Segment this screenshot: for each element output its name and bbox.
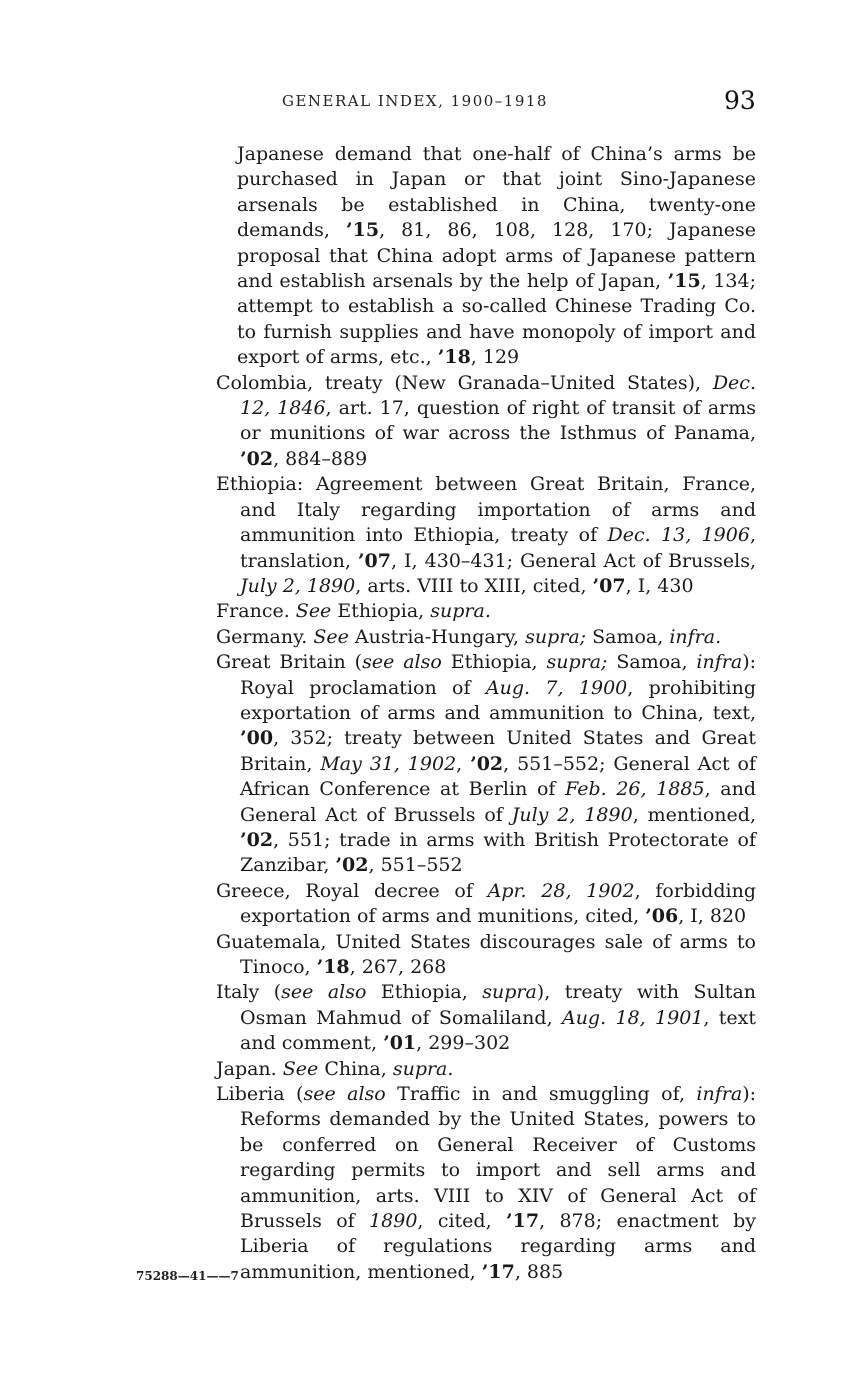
- entry-text: Great Britain (: [216, 651, 363, 674]
- entry-text: France.: [216, 600, 296, 623]
- entry-text: , 551; trade in arms with British Protectorate of Zanzibar,: [240, 828, 756, 877]
- entry-text: Ethiopia,: [331, 600, 431, 623]
- entry-text: Japanese demand that one-half of China’s arms be purchased in Japan or that joint Sino-Japanese arsenals be established in China, twenty-one demands,: [237, 143, 756, 242]
- entry-text: ), treaty with Sultan Osman Mahmud of Somaliland,: [240, 981, 757, 1029]
- entry-text: Samoa,: [586, 625, 670, 648]
- entry-text: , translation,: [240, 524, 756, 572]
- volume-year: ’18: [437, 346, 471, 369]
- entry-text: , 81, 86, 108, 128, 170; Japanese proposal that China adopt arms of Japanese pattern and establish arsenals by the help of Japan,: [237, 219, 756, 293]
- italic-text: infra: [696, 1083, 743, 1106]
- entry-text: , forbidding exportation of arms and munitions, cited,: [240, 879, 756, 928]
- volume-year: ’06: [645, 905, 679, 928]
- volume-year: ’02: [470, 752, 504, 775]
- volume-year: ’15: [667, 270, 701, 293]
- italic-text: see also: [362, 651, 442, 674]
- italic-text: infra: [696, 651, 743, 674]
- entry-text: China,: [318, 1057, 393, 1080]
- italic-text: infra.: [669, 625, 722, 648]
- entry-text: , 134; attempt to establish a so-called Chinese Trading Co. to furnish supplies and have monopoly of import and export of arms, etc.,: [237, 270, 757, 369]
- volume-year: ’07: [592, 574, 626, 597]
- index-entry: [216, 472, 756, 599]
- entry-text: Japan.: [216, 1057, 283, 1080]
- entry-text: , I, 430: [625, 574, 694, 597]
- entry-text: , 884–889: [273, 447, 368, 470]
- volume-year: ’02: [335, 854, 369, 877]
- italic-text: supra: [482, 981, 537, 1004]
- running-head: GENERAL INDEX, 1900–1918: [282, 92, 548, 110]
- entry-text: Italy (: [216, 981, 282, 1004]
- index-entry: [216, 625, 756, 650]
- volume-year: ’02: [240, 447, 274, 470]
- entry-text: Greece, Royal decree of: [216, 879, 488, 902]
- entry-text: , 129: [470, 346, 520, 369]
- italic-text: Dec. 12, 1846: [240, 371, 756, 420]
- entry-text: Samoa,: [607, 651, 697, 674]
- entry-text: , 551–552: [368, 854, 463, 877]
- entry-text: Germany.: [216, 625, 314, 648]
- volume-year: ’17: [481, 1260, 515, 1283]
- entry-text: Guatemala, United States discourages sale of arms to Tinoco,: [216, 930, 756, 978]
- entry-text: , art. 17, question of right of transit of arms or munitions of war across the Isthmus of Panama,: [240, 397, 756, 445]
- entry-text: , text and comment,: [240, 1006, 756, 1055]
- entry-text: , arts. VIII to XIII, cited,: [355, 574, 593, 597]
- entry-text: ): Reforms demanded by the United States, powers to be conferred on General Receiver of Customs regarding permits to import and sell arms and ammunition, arts. VIII to XIV of General Act of Brussels of: [240, 1083, 757, 1233]
- entry-text: Traffic in and smuggling of,: [385, 1083, 697, 1106]
- italic-text: Dec. 13, 1906: [607, 524, 750, 547]
- entry-text: Liberia (: [216, 1083, 304, 1106]
- volume-year: ’17: [506, 1210, 540, 1233]
- entry-text: , 551–552; General Act of African Conference at Berlin of: [240, 752, 756, 801]
- entry-text: , 352; treaty between United States and Great Britain,: [240, 727, 756, 775]
- italic-text: Aug. 7, 1900: [485, 676, 628, 699]
- volume-year: ’01: [383, 1032, 417, 1055]
- italic-text: 1890: [369, 1210, 418, 1233]
- index-entry: [216, 980, 756, 1056]
- index-entry: [216, 599, 756, 624]
- index-entry: [216, 879, 756, 930]
- index-entry: [216, 1057, 756, 1082]
- entry-text: , mentioned,: [632, 803, 756, 826]
- italic-text: May 31, 1902: [320, 752, 457, 775]
- page-number: 93: [724, 86, 756, 115]
- italic-text: July 2, 1890: [511, 803, 633, 826]
- print-code: 75288—41——7: [136, 1269, 239, 1283]
- entry-text: , 267, 268: [349, 956, 447, 978]
- italic-text: supra.: [392, 1057, 454, 1080]
- entry-text: ): Royal proclamation of: [240, 651, 757, 699]
- index-entries: [216, 142, 756, 1285]
- entry-text: , 299–302: [416, 1032, 511, 1055]
- entry-text: , 885: [514, 1260, 564, 1283]
- entry-text: Ethiopia: Agreement between Great Britain, France, and Italy regarding importation of arms and ammunition into Ethiopia, treaty of: [216, 473, 756, 547]
- entry-text: , cited,: [417, 1210, 506, 1233]
- volume-year: ’00: [240, 727, 274, 750]
- italic-text: see also: [303, 1083, 386, 1106]
- index-entry: [216, 930, 756, 981]
- italic-text: See: [282, 1057, 319, 1080]
- index-entry-continuation: [216, 142, 756, 371]
- italic-text: Feb. 26, 1885: [565, 778, 705, 801]
- index-entry: [216, 371, 756, 473]
- volume-year: ’15: [346, 219, 380, 242]
- index-entry: [216, 650, 756, 879]
- italic-text: see also: [281, 981, 367, 1004]
- entry-text: ,: [456, 752, 471, 775]
- entry-text: Austria-Hungary,: [348, 625, 526, 648]
- entry-text: , I, 820: [678, 905, 747, 928]
- index-entry: [216, 1082, 756, 1285]
- entry-text: Colombia, treaty (New Granada–United States),: [216, 371, 713, 394]
- italic-text: Apr. 28, 1902: [487, 879, 635, 902]
- entry-text: , I, 430–431; General Act of Brussels,: [390, 549, 756, 572]
- entry-text: , prohibiting exportation of arms and ammunition to China, text,: [240, 676, 756, 724]
- italic-text: supra;: [546, 651, 608, 674]
- italic-text: supra;: [525, 625, 587, 648]
- italic-text: Aug. 18, 1901: [561, 1006, 704, 1029]
- italic-text: See: [295, 600, 332, 623]
- entry-text: , and General Act of Brussels of: [240, 778, 756, 826]
- italic-text: July 2, 1890: [240, 574, 356, 597]
- volume-year: ’18: [316, 956, 350, 978]
- entry-text: , 878; enactment by Liberia of regulations regarding arms and ammunition, mentioned,: [240, 1210, 756, 1283]
- entry-text: Ethiopia,: [366, 981, 483, 1004]
- italic-text: See: [313, 625, 349, 648]
- volume-year: ’07: [357, 549, 391, 572]
- volume-year: ’02: [240, 828, 274, 851]
- entry-text: Ethiopia,: [441, 651, 547, 674]
- italic-text: supra.: [430, 600, 491, 623]
